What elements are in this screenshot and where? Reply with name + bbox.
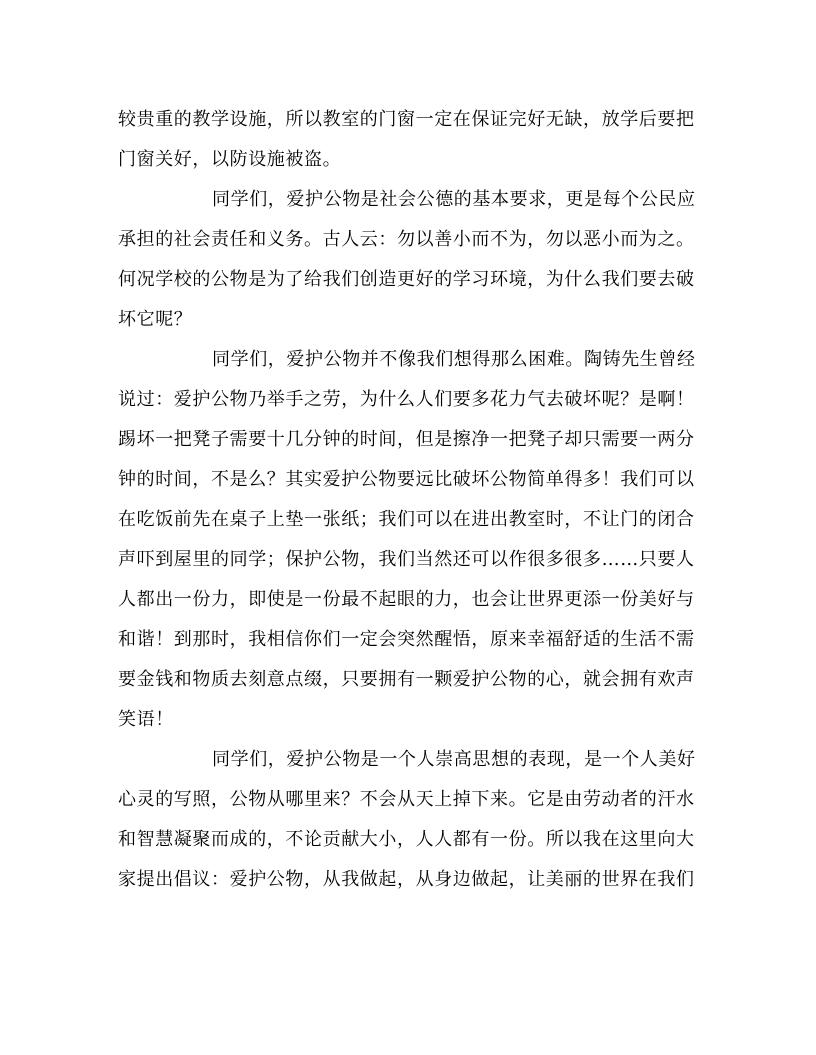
text-line: 说过：爱护公物乃举手之劳，为什么人们要多花力气去破坏呢？是啊！ [118, 389, 695, 410]
paragraph-first-line: 同学们，爱护公物是一个人崇高思想的表现，是一个人美好 [212, 749, 696, 770]
text-line: 承担的社会责任和义务。古人云：勿以善小而不为，勿以恶小而为之。 [118, 229, 695, 250]
text-line: 心灵的写照，公物从哪里来？不会从天上掉下来。它是由劳动者的汗水 [118, 789, 695, 810]
text-line: 人都出一份力，即使是一份最不起眼的力，也会让世界更添一份美好与 [118, 589, 695, 610]
text-line: 和智慧凝聚而成的，不论贡献大小，人人都有一份。所以我在这里向大 [118, 829, 695, 850]
text-line: 坏它呢？ [118, 309, 193, 330]
paragraph-first-line: 同学们，爱护公物并不像我们想得那么困难。陶铸先生曾经 [212, 349, 696, 370]
text-line: 门窗关好，以防设施被盗。 [118, 149, 342, 170]
text-line: 声吓到屋里的同学；保护公物，我们当然还可以作很多很多……只要人 [118, 549, 695, 570]
text-line: 家提出倡议：爱护公物，从我做起，从身边做起，让美丽的世界在我们 [118, 869, 695, 890]
text-line: 较贵重的教学设施，所以教室的门窗一定在保证完好无缺，放学后要把 [118, 109, 695, 130]
text-line: 笑语！ [118, 709, 174, 730]
text-line: 在吃饭前先在桌子上垫一张纸；我们可以在进出教室时，不让门的闭合 [118, 509, 695, 530]
paragraph-first-line: 同学们，爱护公物是社会公德的基本要求，更是每个公民应 [212, 189, 696, 210]
text-line: 钟的时间，不是么？其实爱护公物要远比破坏公物简单得多！我们可以 [118, 469, 695, 490]
text-line: 踢坏一把凳子需要十几分钟的时间，但是擦净一把凳子却只需要一两分 [118, 429, 695, 450]
text-line: 和谐！到那时，我相信你们一定会突然醒悟，原来幸福舒适的生活不需 [118, 629, 695, 650]
text-line: 要金钱和物质去刻意点缀，只要拥有一颗爱护公物的心，就会拥有欢声 [118, 669, 695, 690]
body-text [118, 100, 708, 900]
text-line: 何况学校的公物是为了给我们创造更好的学习环境，为什么我们要去破 [118, 269, 695, 290]
